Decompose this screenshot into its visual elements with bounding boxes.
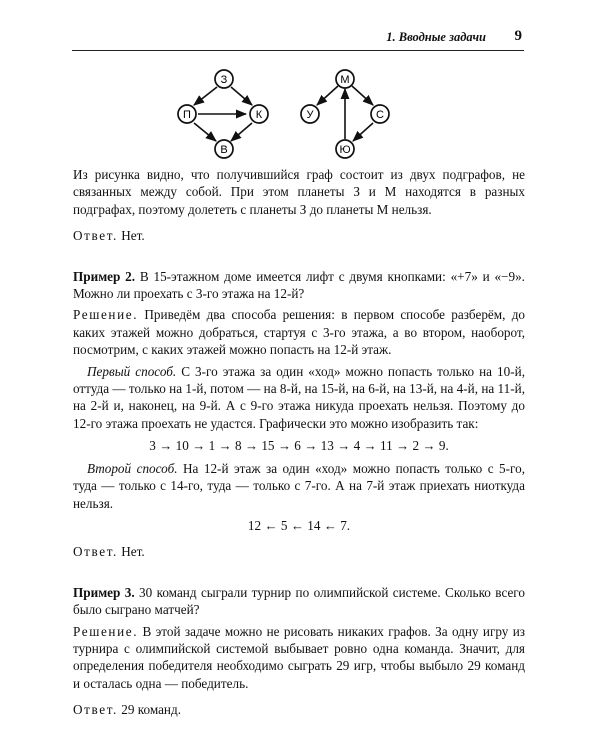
svg-text:У: У bbox=[306, 109, 314, 121]
node-v bbox=[215, 140, 233, 158]
example-text: В 15-этажном доме имеется лифт с двумя кнопками: «+7» и «−9». Можно ли проехать с 3-го этажа на 12-й? bbox=[73, 268, 525, 302]
chain-backward: 12 ← 5 ← 14 ← 7. bbox=[247, 517, 351, 533]
svg-text:В: В bbox=[220, 144, 228, 156]
answer-text: Нет. bbox=[121, 544, 145, 560]
svg-text:С: С bbox=[376, 109, 384, 121]
way-text: На 12-й этаж за один «ход» можно попасть только с 5-го, туда — только с 14-го, туда — только с 7-го. А на 7-й этаж приехать ниоткуда нельзя. bbox=[73, 460, 525, 511]
way-label: Первый способ. bbox=[87, 363, 177, 379]
example-label: Пример 3. bbox=[73, 584, 135, 600]
edge-z-k bbox=[231, 87, 252, 105]
solution-label: Решение. bbox=[73, 307, 139, 323]
node-z bbox=[215, 70, 233, 88]
node-s bbox=[371, 105, 389, 123]
svg-text:М: М bbox=[340, 74, 350, 86]
node-p bbox=[178, 105, 196, 123]
node-u bbox=[301, 105, 319, 123]
page-body bbox=[73, 166, 525, 719]
page-header bbox=[72, 26, 524, 51]
answer-label: Ответ. bbox=[73, 544, 118, 560]
edge-s-yu bbox=[353, 123, 373, 141]
solution-2 bbox=[73, 306, 525, 358]
edge-m-s bbox=[352, 86, 373, 105]
svg-text:Ю: Ю bbox=[339, 144, 351, 156]
graph-left bbox=[170, 62, 280, 162]
page-number: 9 bbox=[514, 28, 522, 44]
solution-label: Решение. bbox=[73, 623, 139, 639]
answer-label: Ответ. bbox=[73, 228, 118, 244]
solution-text: Приведём два способа решения: в первом способе разберём, до каких этажей можно добраться, стартуя с 3-го этажа, а во втором, наоборот, посмотрим, с каких этажей можно попасть на 12-й этаж. bbox=[73, 307, 525, 358]
answer-label: Ответ. bbox=[73, 702, 118, 718]
way-2 bbox=[73, 460, 525, 512]
node-k bbox=[250, 105, 268, 123]
edge-k-v bbox=[231, 123, 252, 141]
answer-3 bbox=[73, 701, 525, 718]
way-text: С 3-го этажа за один «ход» можно попасть только на 10-й, оттуда — только на 1-й, потом — на 8-й, на 15-й, на 6-й, на 13-й, на 4-й, на 11-й, на 2-й и, наконец, на 9-й. А с 9-го этажа никуда проехать нельзя. Поэтому до 12-го этажа проехать не удастся. Графически это можно изобразить так: bbox=[73, 363, 525, 431]
svg-text:З: З bbox=[220, 74, 228, 86]
svg-text:П: П bbox=[183, 109, 191, 121]
answer-2 bbox=[73, 543, 525, 560]
solution-3 bbox=[73, 623, 525, 693]
edge-p-v bbox=[194, 123, 216, 141]
answer-text: 29 команд. bbox=[121, 702, 182, 718]
way-1 bbox=[73, 363, 525, 433]
graph-right bbox=[290, 62, 400, 162]
example-2 bbox=[73, 268, 525, 303]
svg-text:К: К bbox=[255, 109, 263, 121]
answer-1 bbox=[73, 227, 525, 244]
edge-m-u bbox=[317, 86, 338, 105]
chain-forward: 3 → 10 → 1 → 8 → 15 → 6 → 13 → 4 → 11 → 2 → 9. bbox=[149, 438, 449, 454]
node-m bbox=[336, 70, 354, 88]
paragraph-graph-conclusion: Из рисунка видно, что получившийся граф состоит из двух подграфов, не связанных между собой. При этом планеты З и М находятся в разных подграфах, поэтому долететь с планеты З до планеты М нельзя. bbox=[73, 167, 525, 217]
edge-z-p bbox=[194, 87, 217, 105]
node-yu bbox=[336, 140, 354, 158]
solution-text: В этой задаче можно не рисовать никаких графов. За одну игру из турнира с олимпийской системой выбывает ровно одна команда. Значит, для определения победителя необходимо сыграть 29 игр, чтобы выбыло 29 команд и осталась одна — победитель. bbox=[73, 623, 525, 691]
example-3 bbox=[73, 584, 525, 619]
answer-text: Нет. bbox=[121, 228, 145, 244]
section-title: 1. Вводные задачи bbox=[386, 30, 486, 44]
example-text: 30 команд сыграли турнир по олимпийской системе. Сколько всего было сыграно матчей? bbox=[73, 584, 525, 618]
way-label: Второй способ. bbox=[87, 460, 178, 476]
example-label: Пример 2. bbox=[73, 268, 136, 284]
